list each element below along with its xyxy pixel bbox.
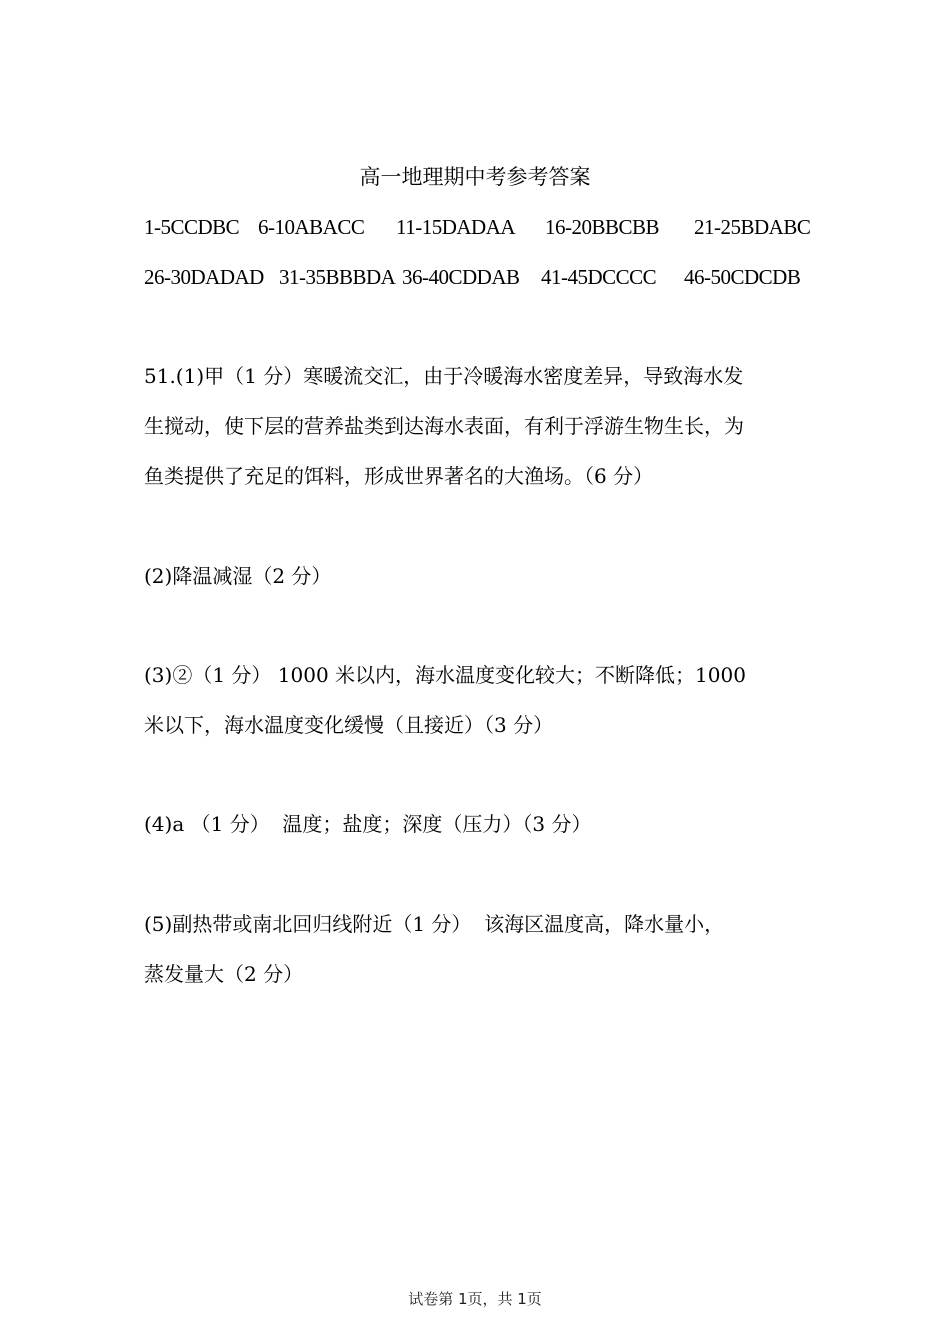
q51-part4-line-1: (4)a （1 分） 温度；盐度；深度（压力）（3 分）	[144, 812, 592, 836]
answer-group: 6-10ABACC	[258, 215, 365, 239]
q51-part3-line-2: 米以下，海水温度变化缓慢（且接近）（3 分）	[144, 713, 554, 737]
page-title: 高一地理期中考参考答案	[359, 165, 591, 189]
answer-group: 36-40CDDAB	[402, 265, 520, 289]
answer-group: 41-45DCCCC	[541, 265, 657, 289]
page-footer: 试卷第 1页，共 1页	[408, 1290, 542, 1308]
answer-group: 16-20BBCBB	[545, 215, 660, 239]
answer-group: 11-15DADAA	[396, 215, 516, 239]
answer-group: 1-5CCDBC	[144, 215, 240, 239]
q51-part1-line-2: 生搅动，使下层的营养盐类到达海水表面，有利于浮游生物生长，为	[144, 414, 744, 438]
q51-part5-line-2: 蒸发量大（2 分）	[144, 962, 304, 986]
q51-part5-line-1: (5)副热带或南北回归线附近（1 分） 该海区温度高，降水量小，	[144, 912, 725, 936]
q51-part3-line-1: (3)②（1 分） 1000 米以内，海水温度变化较大；不断降低；1000	[144, 663, 746, 687]
q51-part2-line-1: (2)降温减湿（2 分）	[144, 564, 332, 588]
answer-group: 26-30DADAD	[144, 265, 264, 289]
answer-group: 21-25BDABC	[694, 215, 811, 239]
q51-part1-line-3: 鱼类提供了充足的饵料，形成世界著名的大渔场。（6 分）	[144, 464, 654, 488]
answer-group: 31-35BBBDA	[279, 265, 396, 289]
answer-group: 46-50CDCDB	[684, 265, 801, 289]
q51-part1-line-1: 51.(1)甲（1 分）寒暖流交汇，由于冷暖海水密度差异，导致海水发	[144, 364, 744, 388]
